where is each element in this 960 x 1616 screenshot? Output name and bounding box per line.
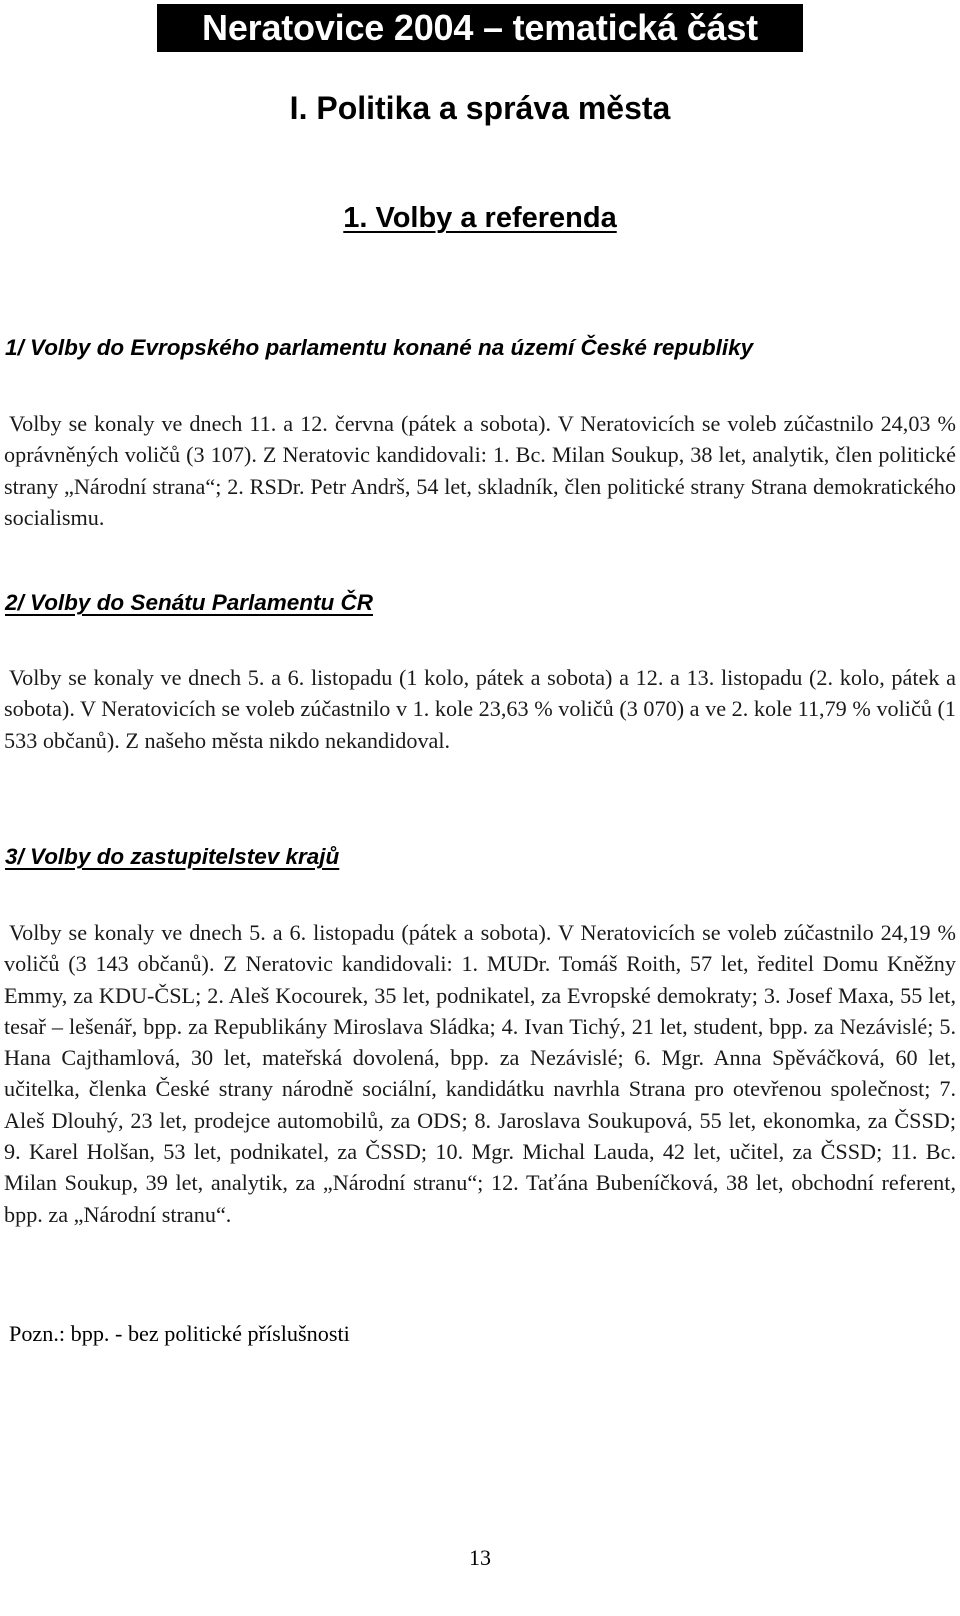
document-banner-title: Neratovice 2004 – tematická část	[157, 4, 803, 52]
section-3-heading	[5, 842, 339, 872]
section-1-text: Volby se konaly ve dnech 11. a 12. června (pátek a sobota). V Neratovicích se voleb zúčastnilo 24,03 % oprávněných voličů (3 107). Z Neratovic kandidovali: 1. Bc. Milan Soukup, 38 let, analytik, člen politické strany „Národní strana“; 2. RSDr. Petr Andrš, 54 let, skladník, člen politické strany Strana demokratického socialismu.	[4, 411, 956, 530]
page-number: 13	[469, 1545, 491, 1570]
abbreviation-note: Pozn.: bpp. - bez politické příslušnosti	[9, 1321, 350, 1346]
section-3-heading-text: 3/ Volby do zastupitelstev krajů	[5, 844, 340, 869]
chapter-heading: I. Politika a správa města	[289, 90, 671, 126]
section-2-heading	[5, 588, 373, 618]
section-2-heading-text: 2/ Volby do Senátu Parlamentu ČR	[5, 590, 373, 615]
section-2-paragraph	[4, 662, 956, 756]
section-3-text: Volby se konaly ve dnech 5. a 6. listopadu (pátek a sobota). V Neratovicích se voleb zúčastnilo 24,19 % voličů (3 143 občanů). Z Neratovic kandidovali: 1. MUDr. Tomáš Roith, 57 let, ředitel Domu Kněžny Emmy, za KDU-ČSL; 2. Aleš Kocourek, 35 let, podnikatel, za Evropské demokraty; 3. Josef Maxa, 55 let, tesař – lešenář, bpp. za Republikány Miroslava Sládka; 4. Ivan Tichý, 21 let, student, bpp. za Nezávislé; 5. Hana Cajthamlová, 30 let, mateřská dovolená, bpp. za Nezávislé; 6. Mgr. Anna Spěváčková, 60 let, učitelka, členka České strany národně sociální, kandidátku navrhla Strana pro otevřenou společnost; 7. Aleš Dlouhý, 23 let, prodejce automobilů, za ODS; 8. Jaroslava Soukupová, 55 let, ekonomka, za ČSSD; 9. Karel Holšan, 53 let, podnikatel, za ČSSD; 10. Mgr. Michal Lauda, 42 let, učitel, za ČSSD; 11. Bc. Milan Soukup, 39 let, analytik, za „Národní stranu“; 12. Taťána Bubeníčková, 38 let, obchodní referent, bpp. za „Národní stranu“.	[4, 920, 956, 1227]
section-1-paragraph	[4, 408, 956, 533]
subchapter-heading	[0, 200, 960, 236]
subchapter-heading-text: 1. Volby a referenda	[343, 202, 617, 234]
section-3-paragraph	[4, 917, 956, 1230]
section-2-text: Volby se konaly ve dnech 5. a 6. listopadu (1 kolo, pátek a sobota) a 12. a 13. listopadu (2. kolo, pátek a sobota). V Neratovicích se voleb zúčastnilo v 1. kole 23,63 % voličů (3 070) a ve 2. kole 11,79 % voličů (1 533 občanů). Z našeho města nikdo nekandidoval.	[4, 665, 956, 753]
section-1-heading: 1/ Volby do Evropského parlamentu konané na území České republiky	[5, 335, 754, 360]
